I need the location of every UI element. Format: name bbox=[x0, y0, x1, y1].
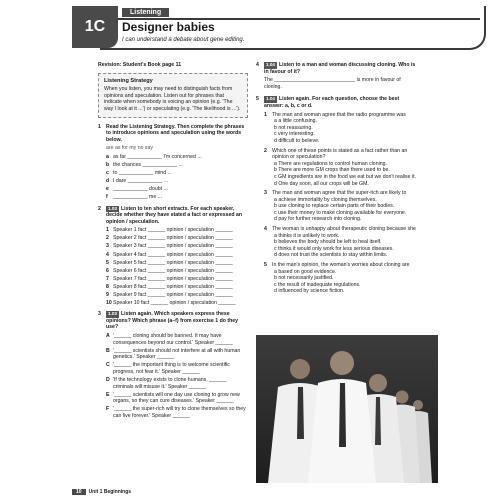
strategy-title: Listening Strategy bbox=[104, 77, 153, 84]
speaker-item bbox=[106, 235, 248, 242]
answer-option: c the result of inadequate regulations. bbox=[274, 281, 361, 288]
question-item bbox=[264, 148, 416, 188]
unit-badge: 1C bbox=[72, 6, 118, 48]
item-text: Speaker 1 fact ______ opinion / speculation ______ bbox=[113, 227, 233, 234]
item-text: Speaker 2 fact ______ opinion / speculation ______ bbox=[113, 235, 233, 242]
answer-option: d difficult to believe. bbox=[274, 137, 320, 144]
item-text: '______ the super-rich will try to clone themselves so they can live forever.' Speaker ______ bbox=[113, 406, 246, 420]
exercise-number: 4 bbox=[256, 62, 259, 68]
question-stem bbox=[264, 262, 416, 269]
exercise-number: 2 bbox=[98, 205, 101, 212]
question-item bbox=[264, 112, 416, 145]
item-text: I dare ____________ ... bbox=[113, 178, 169, 185]
photo-illustration bbox=[256, 335, 438, 483]
item-number: 9 bbox=[106, 292, 109, 299]
item-number: 6 bbox=[106, 267, 109, 274]
item-text: the chances ____________ ... bbox=[113, 162, 183, 169]
exercise-3 bbox=[98, 311, 248, 421]
speaker-item bbox=[106, 252, 248, 259]
right-column bbox=[256, 62, 416, 301]
item-text: '______ cloning should be banned. It may have consequences beyond our control.' Speaker ______ bbox=[113, 333, 233, 346]
item-number: 5 bbox=[106, 259, 109, 266]
gap-fill-item bbox=[106, 194, 248, 201]
answer-option: d pay for further research into cloning. bbox=[274, 216, 362, 223]
cloned-men-photo bbox=[256, 335, 438, 483]
opinion-item bbox=[106, 392, 248, 405]
item-number: 7 bbox=[106, 275, 109, 282]
question-stem bbox=[264, 148, 416, 161]
question-text: The man and woman agree that the super-rich are likely to bbox=[272, 190, 407, 197]
question-item bbox=[264, 226, 416, 259]
question-number: 4 bbox=[264, 226, 267, 233]
item-letter: A bbox=[106, 333, 110, 339]
answer-option: b use cloning to replace certain parts of their bodies. bbox=[274, 203, 395, 210]
answer-option: b believes the body should be left to heal itself. bbox=[274, 239, 382, 246]
item-text: '______ the important thing is to welcome scientific progress, not fear it.' Speaker ______ bbox=[113, 362, 230, 375]
question-text: Which one of these points is stated as a fact rather than an opinion or speculation? bbox=[272, 147, 408, 161]
gap-fill-item bbox=[106, 186, 248, 193]
answer-option: b not reassuring. bbox=[274, 124, 313, 131]
question-number: 1 bbox=[264, 111, 267, 118]
item-number: 10 bbox=[106, 300, 112, 307]
item-letter: c bbox=[106, 170, 109, 177]
item-letter: f bbox=[106, 194, 108, 201]
audio-track-icon[interactable]: 1.03 bbox=[108, 311, 117, 317]
answer-option: a based on good evidence. bbox=[274, 268, 337, 275]
item-text: Speaker 3 fact ______ opinion / speculation ______ bbox=[113, 243, 233, 250]
item-text: to ____________ mind ... bbox=[113, 170, 172, 177]
item-number: 2 bbox=[106, 235, 109, 242]
answer-line: The ____________________________ is more in favour of cloning. bbox=[264, 77, 401, 90]
gap-fill-item bbox=[106, 170, 248, 177]
speaker-list bbox=[106, 227, 248, 306]
opinion-item bbox=[106, 362, 248, 375]
item-letter: C bbox=[106, 362, 110, 369]
revision-note: Revision: Student's Book page 11 bbox=[98, 62, 182, 68]
question-item bbox=[264, 262, 416, 295]
question-stem bbox=[264, 226, 416, 233]
item-letter: e bbox=[106, 186, 109, 193]
item-text: ____________ me ... bbox=[113, 194, 163, 201]
item-letter: a bbox=[106, 153, 109, 160]
item-letter: B bbox=[106, 347, 110, 354]
speaker-item bbox=[106, 300, 248, 307]
question-stem bbox=[264, 112, 416, 119]
item-text: Speaker 6 fact ______ opinion / speculation ______ bbox=[113, 267, 233, 274]
answer-option: a There are regulations to control human cloning. bbox=[274, 160, 387, 167]
item-number: 8 bbox=[106, 283, 109, 290]
page-footer bbox=[72, 488, 132, 496]
exercise-number: 1 bbox=[98, 123, 101, 130]
item-letter: E bbox=[106, 391, 110, 398]
opinion-item bbox=[106, 333, 248, 346]
exercise-instruction: Read the Listening Strategy. Then complete the phrases to introduce opinions and speculation using the words below. bbox=[106, 123, 245, 143]
opinion-list bbox=[106, 333, 248, 420]
answer-option: c GM ingredients are in the food we eat but we don't realise it. bbox=[274, 173, 416, 180]
exercise-instruction: 1.03 Listen again. Which speakers express these opinions? Which phrase (a–f) from exercise 1 do they use? bbox=[106, 311, 239, 331]
lesson-header bbox=[72, 6, 482, 50]
speaker-item bbox=[106, 268, 248, 275]
page-number: 10 bbox=[72, 489, 86, 495]
item-number: 1 bbox=[106, 227, 109, 234]
answer-option: c use their money to make cloning available for everyone. bbox=[274, 209, 407, 216]
question-number: 2 bbox=[264, 147, 267, 154]
question-stem bbox=[264, 190, 416, 197]
item-text: Speaker 7 fact ______ opinion / speculation ______ bbox=[113, 275, 233, 282]
question-text: The woman is unhappy about therapeutic cloning because she bbox=[272, 226, 416, 233]
page-subtitle: I can understand a debate about gene editing. bbox=[122, 37, 245, 43]
speaker-item bbox=[106, 227, 248, 234]
exercise-instruction: 1.04 Listen to a man and woman discussing cloning. Who is in favour of it? bbox=[264, 62, 416, 75]
question-text: In the man's opinion, the woman's worries about cloning are bbox=[272, 262, 410, 269]
gap-fill-item bbox=[106, 162, 248, 169]
speaker-item bbox=[106, 292, 248, 299]
answer-option: b not necessarily justified. bbox=[274, 275, 334, 282]
item-letter: D bbox=[106, 377, 110, 384]
question-item bbox=[264, 190, 416, 223]
multiple-choice-list bbox=[264, 112, 416, 295]
answer-option: a achieve immortality by cloning themselves. bbox=[274, 196, 377, 203]
item-text: '______ scientists should not interfere at all with human genetics.' Speaker ______ bbox=[113, 347, 241, 361]
item-text: as far ____________ I'm concerned ... bbox=[113, 153, 202, 160]
speaker-item bbox=[106, 243, 248, 250]
audio-track-icon[interactable]: 1.04 bbox=[266, 96, 275, 102]
speaker-item bbox=[106, 260, 248, 267]
exercise-1 bbox=[98, 124, 248, 203]
speaker-item bbox=[106, 284, 248, 291]
opinion-item bbox=[106, 406, 248, 419]
audio-track-icon[interactable]: 1.03 bbox=[108, 205, 117, 211]
answer-option: a a little confusing. bbox=[274, 118, 317, 125]
item-text: Speaker 9 fact ______ opinion / speculation ______ bbox=[113, 292, 233, 299]
item-number: 4 bbox=[106, 251, 109, 258]
answer-option: d One day soon, all our crops will be GM. bbox=[274, 180, 369, 187]
page-title: Designer babies bbox=[122, 20, 215, 34]
item-number: 3 bbox=[106, 243, 109, 250]
item-text: ____________ doubt ... bbox=[113, 186, 168, 193]
exercise-5 bbox=[256, 96, 416, 298]
answer-option: a thinks it is unlikely to work. bbox=[274, 232, 340, 239]
strategy-text: When you listen, you may need to distinguish facts from opinions and speculation. Listen out for phrases that indicate when somebody is voicing an opinion (e.g. 'The way I look at it ...') or speculating (e.g. 'The likelihood is ...'). bbox=[104, 86, 241, 112]
speaker-item bbox=[106, 276, 248, 283]
exercise-4 bbox=[256, 62, 416, 93]
exercise-number: 3 bbox=[98, 311, 101, 318]
item-text: Speaker 5 fact ______ opinion / speculation ______ bbox=[113, 259, 233, 266]
listening-strategy-box bbox=[98, 73, 248, 118]
answer-option: c very interesting. bbox=[274, 131, 315, 138]
item-text: '______ scientists will one day use cloning to grow new organs, so they can cure diseases.' Speaker ______ bbox=[113, 391, 240, 405]
item-letter: F bbox=[106, 406, 110, 413]
answer-option: d influenced by science fiction. bbox=[274, 288, 345, 295]
skill-tag: Listening bbox=[122, 8, 169, 17]
exercise-number: 5 bbox=[256, 96, 259, 103]
item-text: Speaker 8 fact ______ opinion / speculation ______ bbox=[113, 283, 233, 290]
exercise-instruction: 1.03 Listen to ten short extracts. For each speaker, decide whether they have stated a fact or expressed an opinion / speculation. bbox=[106, 205, 243, 225]
answer-option: d does not trust the scientists to stay within limits. bbox=[274, 252, 388, 259]
opinion-item bbox=[106, 348, 248, 361]
item-letter: d bbox=[106, 178, 110, 185]
answer-option: b There are more GM crops than there used to be. bbox=[274, 167, 390, 174]
item-text: 'If the technology exists to clone humans, ______ criminals will misuse it.' Speaker ______ bbox=[113, 377, 227, 390]
question-text: The man and woman agree that the radio programme was bbox=[272, 111, 406, 118]
question-number: 5 bbox=[264, 262, 267, 269]
gap-fill-item bbox=[106, 154, 248, 161]
word-box: are as for my no say bbox=[106, 145, 153, 152]
item-letter: b bbox=[106, 162, 110, 169]
exercise-2 bbox=[98, 206, 248, 309]
exercise-instruction: 1.04 Listen again. For each question, choose the best answer: a, b, c or d. bbox=[264, 96, 400, 109]
left-column bbox=[98, 62, 248, 424]
gap-fill-list bbox=[106, 154, 248, 201]
audio-track-icon[interactable]: 1.04 bbox=[266, 62, 275, 67]
gap-fill-item bbox=[106, 178, 248, 185]
footer-unit-label: Unit 1 Beginnings bbox=[88, 489, 132, 495]
answer-option: c thinks it would only work for less serious diseases. bbox=[274, 245, 394, 252]
question-number: 3 bbox=[264, 190, 267, 197]
item-text: Speaker 10 fact ______ opinion / speculation ______ bbox=[113, 300, 236, 307]
opinion-item bbox=[106, 377, 248, 390]
item-text: Speaker 4 fact ______ opinion / speculation ______ bbox=[113, 251, 233, 258]
